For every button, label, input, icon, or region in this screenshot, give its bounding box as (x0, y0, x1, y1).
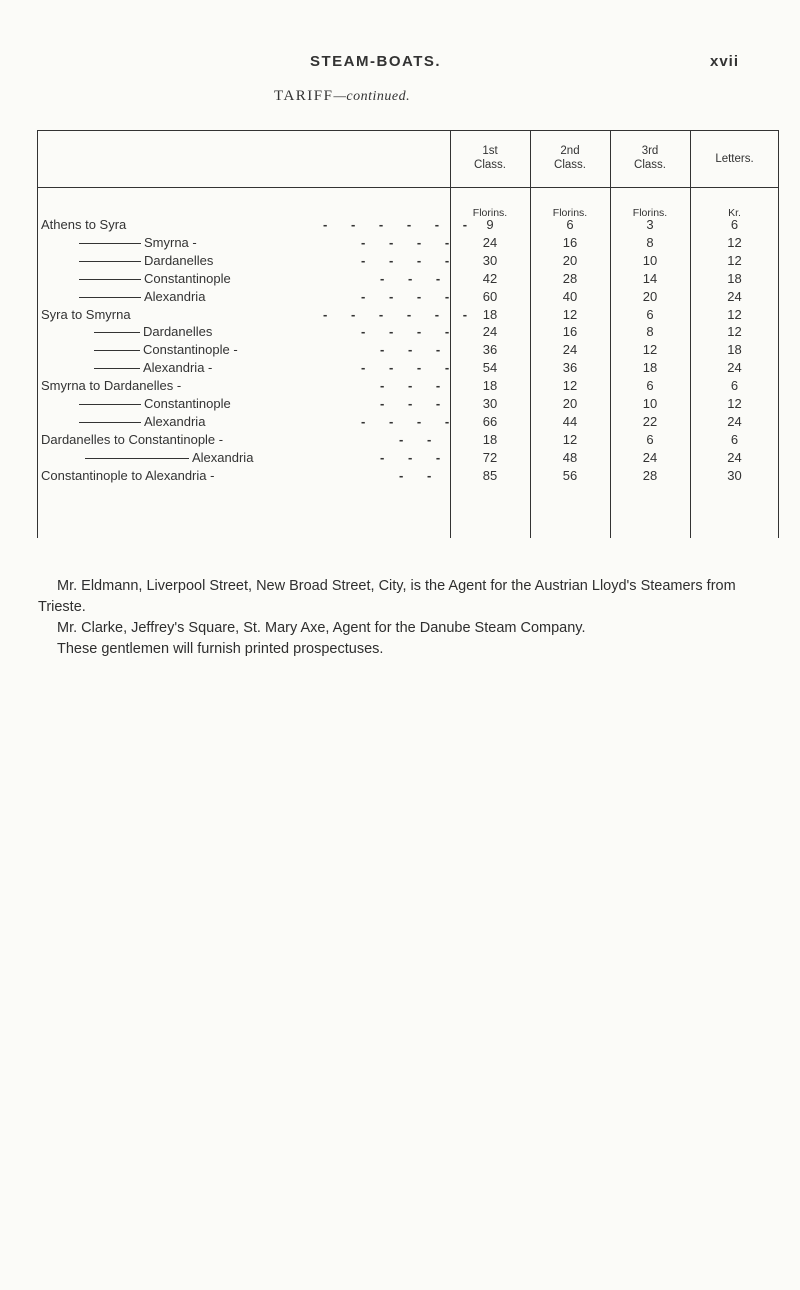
fare-value: 12 (727, 396, 742, 411)
tariff-title-suffix: —continued. (333, 89, 411, 104)
fare-value: 16 (562, 234, 578, 250)
fare-value: 18 (727, 342, 742, 358)
leader-dashes: - - - (380, 342, 451, 358)
fare-value: 72 (482, 449, 498, 465)
route-label (37, 449, 451, 468)
route-label (37, 288, 460, 307)
route-label (37, 432, 441, 450)
fare-value: 36 (482, 342, 498, 358)
fare-value: 14 (642, 270, 658, 286)
route-label (37, 306, 478, 325)
route-label (37, 234, 460, 253)
fare-value: 22 (642, 413, 658, 429)
route-text: Constantinople to Alexandria - (41, 467, 215, 483)
fare-value: 12 (727, 306, 742, 322)
fare-value: 30 (727, 467, 742, 483)
fare-value: 54 (482, 360, 498, 376)
column-header: Letters. (715, 153, 754, 165)
leader-dashes: - - (399, 467, 442, 483)
route-label (37, 378, 451, 396)
fare-value: 24 (727, 360, 742, 376)
fare-value: 42 (482, 270, 498, 286)
route-label (37, 252, 460, 271)
fare-value: 6 (646, 378, 654, 394)
fare-value: 36 (562, 360, 578, 376)
agent-paragraph-2: Mr. Clarke, Jeffrey's Square, St. Mary Axe, Agent for the Danube Steam Company. (57, 620, 586, 636)
fare-value: 8 (646, 234, 654, 250)
ditto-rule (79, 243, 141, 244)
fare-value: 24 (727, 413, 742, 429)
tariff-title-main: TARIFF (274, 88, 334, 104)
leader-dashes: - - - - (361, 234, 460, 250)
fare-value: 20 (642, 288, 658, 304)
closing-paragraph: These gentlemen will furnish printed prospectuses. (57, 641, 384, 657)
tariff-title (274, 88, 410, 105)
fare-value: 6 (730, 378, 739, 394)
leader-dashes: - - - - (361, 324, 460, 340)
ditto-rule (94, 368, 140, 369)
column-header: 2nd Class. (554, 145, 586, 171)
ditto-rule (94, 350, 140, 351)
route-text: Smyrna to Dardanelles - (41, 378, 182, 394)
fare-value: 12 (642, 342, 658, 358)
fare-value: 6 (566, 217, 574, 232)
ditto-rule (79, 404, 141, 405)
fare-value: 10 (642, 396, 658, 411)
fare-value: 28 (642, 467, 658, 483)
column-header: 1st Class. (474, 145, 506, 171)
fare-value: 18 (482, 431, 498, 447)
fare-value: 20 (562, 396, 578, 411)
route-text: Alexandria - (143, 360, 213, 376)
agents-notes (38, 576, 778, 660)
route-text: Constantinople - (143, 342, 238, 358)
route-label (37, 413, 460, 432)
route-text: Constantinople (144, 396, 231, 411)
fare-value: 18 (727, 270, 742, 286)
fare-value: 24 (562, 342, 578, 358)
running-head-title: STEAM-BOATS. (310, 53, 442, 70)
leader-dashes: - - - - (361, 288, 460, 304)
leader-dashes: - - - - (361, 252, 460, 268)
route-label (37, 270, 451, 289)
fare-value: 18 (642, 360, 658, 376)
running-head (0, 53, 800, 77)
fare-value: 85 (482, 467, 498, 483)
fare-value: 24 (482, 324, 498, 340)
fare-value: 28 (562, 270, 578, 286)
fare-value: 30 (482, 252, 498, 268)
route-text: Alexandria (144, 413, 206, 429)
route-label (37, 324, 460, 342)
route-label (37, 217, 478, 235)
route-text: Dardanelles to Constantinople - (41, 431, 224, 447)
leader-dashes: - - - (380, 449, 451, 465)
leader-dashes: - - - - - - (323, 217, 478, 232)
route-text: Alexandria (144, 288, 206, 304)
table-top-rule (37, 130, 779, 131)
route-text: Alexandria (192, 449, 254, 465)
unit-label: Florins. (632, 207, 668, 219)
fare-value: 6 (730, 431, 739, 447)
tariff-table (37, 130, 779, 538)
unit-label: Florins. (552, 207, 588, 219)
route-label (37, 360, 460, 378)
ditto-rule (79, 297, 141, 298)
route-text: Dardanelles (143, 324, 213, 340)
fare-value: 6 (646, 306, 654, 322)
unit-label: Florins. (472, 207, 508, 219)
leader-dashes: - - - - - - (323, 306, 478, 322)
fare-value: 56 (562, 467, 578, 483)
fare-value: 12 (727, 324, 742, 340)
fare-value: 24 (727, 449, 742, 465)
fare-value: 12 (562, 306, 578, 322)
route-text: Constantinople (144, 270, 231, 286)
ditto-rule (79, 422, 141, 423)
fare-value: 12 (562, 431, 578, 447)
ditto-rule (85, 458, 189, 459)
fare-value: 44 (562, 413, 578, 429)
fare-value: 6 (646, 431, 654, 447)
page-number: xvii (710, 53, 740, 70)
unit-label: Kr. (728, 207, 741, 219)
leader-dashes: - - - (380, 396, 451, 411)
fare-value: 6 (730, 217, 739, 232)
fare-value: 16 (562, 324, 578, 340)
ditto-rule (79, 261, 141, 262)
fare-value: 3 (646, 217, 654, 232)
ditto-rule (94, 332, 140, 333)
ditto-rule (79, 279, 141, 280)
column-header: 3rd Class. (634, 145, 666, 171)
leader-dashes: - - - - (361, 360, 460, 376)
fare-value: 24 (482, 234, 498, 250)
fare-value: 66 (482, 413, 498, 429)
table-header-rule (37, 187, 779, 188)
fare-value: 24 (642, 449, 658, 465)
fare-value: 12 (562, 378, 578, 394)
route-text: Smyrna - (144, 234, 197, 250)
leader-dashes: - - - - (361, 413, 460, 429)
fare-value: 12 (727, 234, 742, 250)
route-text: Syra to Smyrna (41, 306, 131, 322)
route-text: Dardanelles (144, 252, 214, 268)
fare-value: 30 (482, 396, 498, 411)
leader-dashes: - - (399, 431, 442, 447)
agent-paragraph-1: Mr. Eldmann, Liverpool Street, New Broad Street, City, is the Agent for the Austrian Lloyd's Steamers from Trieste. (38, 578, 736, 615)
fare-value: 48 (562, 449, 578, 465)
fare-value: 24 (727, 288, 742, 304)
route-label (37, 342, 451, 360)
fare-value: 20 (562, 252, 578, 268)
fare-value: 40 (562, 288, 578, 304)
leader-dashes: - - - (380, 378, 451, 394)
fare-value: 9 (486, 217, 494, 232)
fare-value: 60 (482, 288, 498, 304)
route-label (37, 396, 451, 414)
fare-value: 12 (727, 252, 742, 268)
fare-value: 18 (482, 378, 498, 394)
fare-value: 8 (646, 324, 654, 340)
route-text: Athens to Syra (41, 217, 127, 232)
leader-dashes: - - - (380, 270, 451, 286)
fare-value: 10 (642, 252, 658, 268)
fare-value: 18 (482, 306, 498, 322)
route-label (37, 468, 441, 486)
